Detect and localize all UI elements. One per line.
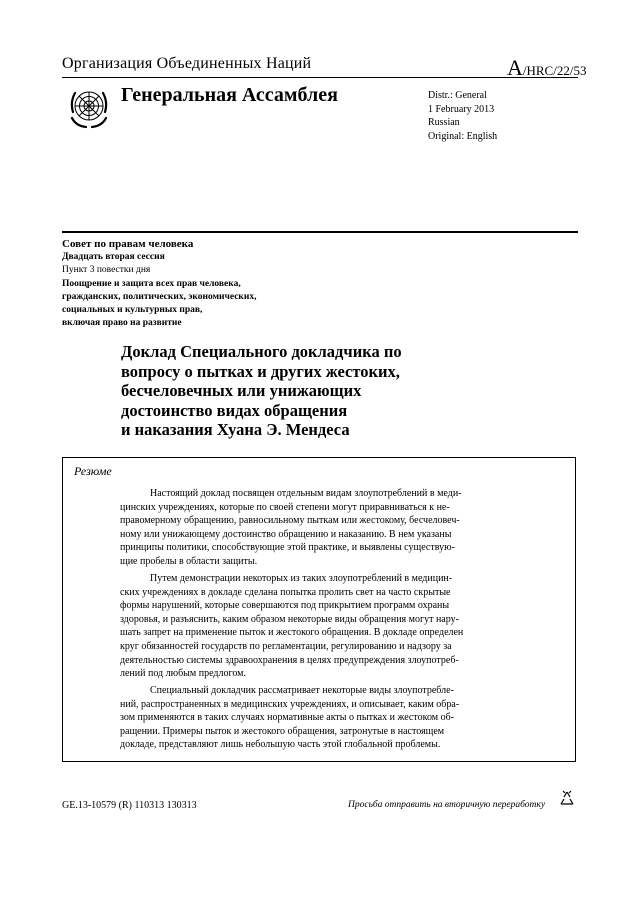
general-assembly-title: Генеральная Ассамблея [121,84,338,106]
distr-line: Distr.: General [428,90,487,101]
recycle-note: Просьба отправить на вторичную переработку [348,800,546,810]
summary-line: принципы политики, способствующие этой практике, и выявлены существую- [120,542,455,554]
recycle-icon [557,789,577,809]
summary-line: ских учреждениях в докладе сделана попытка пролить свет на часто скрытые [120,586,451,598]
un-emblem-icon [64,82,114,132]
symbol-prefix: A [507,55,523,80]
distribution-info [428,89,497,143]
summary-line: щие пробелы в области защиты. [120,555,258,567]
council-block [62,238,257,330]
summary-paragraph-3 [120,684,517,752]
title-line: достоинство видах обращения [121,400,348,420]
title-line: вопросу о пытках и других жестоких, [121,361,400,381]
document-symbol [507,57,586,79]
topic-line: социальных и культурных прав, [62,305,203,316]
original-line: Original: English [428,130,498,142]
session-line: Двадцать вторая сессия [62,252,165,263]
summary-label: Резюме [74,464,112,478]
title-line: и наказания Хуана Э. Мендеса [121,420,350,439]
header-rule [62,77,578,78]
topic-line: включая право на развитие [62,318,182,329]
summary-line: зом применяются в таких случаях нормативные акты о пытках и жестоком об- [120,712,455,724]
summary-line: шать запрет на применение пыток и жестокого обращения. В докладе определен [120,627,464,639]
summary-line: здоровья, и разъяснить, каким образом некоторые виды обращения могут нару- [120,613,459,625]
organization-name: Организация Объединенных Наций [62,55,312,72]
summary-line: деятельностью системы здравоохранения в целях предупреждения злоупотреб- [120,654,459,666]
summary-line: Настоящий доклад посвящен отдельным видам злоупотреблений в меди- [150,488,462,499]
council-name: Совет по правам человека [62,238,194,250]
summary-line: Путем демонстрации некоторых из таких злоупотреблений в медицин- [150,573,453,584]
summary-line: формы нарушений, которые совершаются под прикрытием программ охраны [120,600,450,612]
summary-line: ращении. Примеры пыток и жестокого обращения, затронутые в настоящем [120,725,445,737]
symbol-number: /HRC/22/53 [522,63,587,78]
summary-line: круг обязанностей государств по регламентации, регулированию и надзору за [120,640,452,652]
title-line: Доклад Специального докладчика по [121,342,402,361]
summary-line: правомерному обращению, равносильному пыткам или жестокому, бесчеловеч- [120,515,460,527]
language-line: Russian [428,117,460,128]
document-code: GE.13-10579 (R) 110313 130313 [62,800,197,811]
summary-line: докладе, представляют лишь небольшую часть этой глобальной проблемы. [120,739,441,751]
summary-line: ному или унижающему достоинство обращению и наказанию. В нем указаны [120,528,452,540]
report-title [121,342,402,440]
summary-line: лений под любым предлогом. [120,668,246,680]
topic-line: гражданских, политических, экономических, [62,291,257,302]
date-line: 1 February 2013 [428,103,495,115]
summary-paragraph-2 [120,572,517,681]
summary-line: Специальный докладчик рассматривает некоторые виды злоупотребле- [150,685,454,696]
topic-line: Поощрение и защита всех прав человека, [62,278,241,289]
title-line: бесчеловечных или унижающих [121,381,362,400]
summary-paragraph-1 [120,487,517,569]
summary-line: цинских учреждениях, которые по своей степени могут приравниваться к не- [120,501,450,513]
summary-line: ний, распространенных в медицинских учреждениях, и описывает, каким обра- [120,698,460,710]
agenda-item: Пункт 3 повестки дня [62,265,151,276]
header-bottom-rule [62,231,578,233]
